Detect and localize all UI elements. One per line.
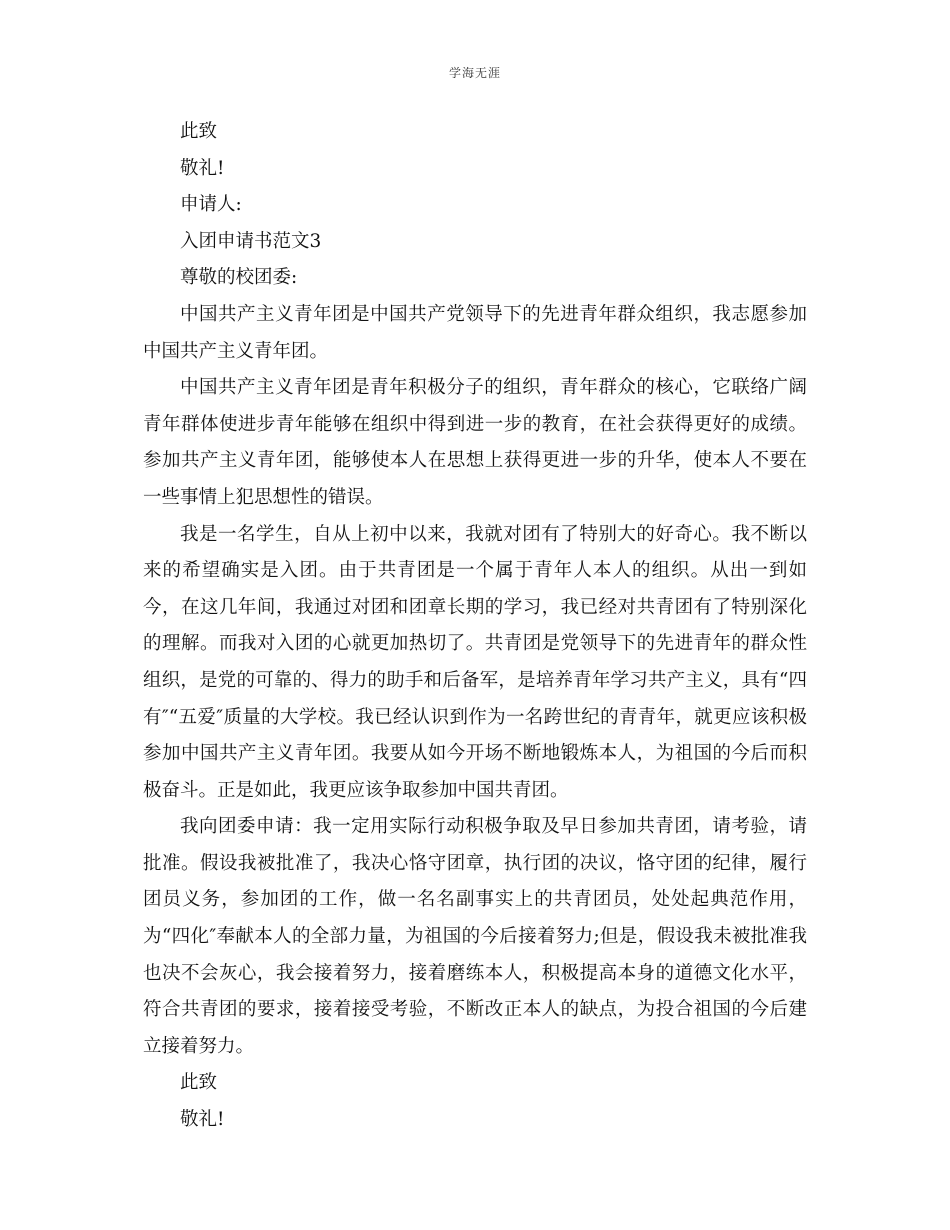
paragraph-text: 我是一名学生，自从上初中以来，我就对团有了特别大的好奇心。我不断以来的希望确实是入团。由于共青团是一个属于青年人本人的组织。从出一到如今，在这几年间，我通过对团和团章长期的学习，我已经对共青团有了特别深化的理解。而我对入团的心就更加热切了。共青团是党领导下的先进青年的群众性组织，是党的可靠的、得力的助手和后备军，是培养青年学习共产主义，具有“四有″“五爱″质量的大学校。我已经认识到作为一名跨世纪的青青年，就更应该积极参加中国共产主义青年团。我要从如今开场不断地锻炼本人，为祖国的今后而积极奋斗。正是如此，我更应该争取参加中国共青团。: [143, 523, 807, 801]
paragraph: [143, 297, 807, 370]
paragraph-text: 我向团委申请：我一定用实际行动积极争取及早日参加共青团，请考验，请批准。假设我被批准了，我决心恪守团章，执行团的决议，恪守团的纪律，履行团员义务，参加团的工作，做一名名副事实上的共青团员，处处起典范作用，为“四化″奉献本人的全部力量，为祖国的今后接着努力;但是，假设我未被批准我也决不会灰心，我会接着努力，接着磨练本人，积极提高本身的道德文化水平，符合共青团的要求，接着接受考验，不断改正本人的缺点，为投合祖国的今后建立接着努力。: [143, 816, 807, 1057]
section-title: 入团申请书范文3: [180, 230, 322, 252]
greeting-text: 尊敬的校团委:: [180, 267, 298, 289]
paragraph: [143, 517, 807, 810]
paragraph: [143, 370, 807, 516]
paragraph-text: 中国共产主义青年团是中国共产党领导下的先进青年群众组织，我志愿参加中国共产主义青年团。: [143, 303, 807, 362]
salutation-text: 敬礼!: [180, 157, 225, 179]
salutation-text: 敬礼!: [180, 1109, 225, 1131]
applicant-label: 申请人:: [180, 194, 242, 216]
paragraph-text: 中国共产主义青年团是青年积极分子的组织，青年群众的核心，它联络广阔青年群体使进步青年能够在组织中得到进一步的教育，在社会获得更好的成绩。参加共产主义青年团，能够使本人在思想上获得更进一步的升华，使本人不要在一些事情上犯思想性的错误。: [143, 377, 807, 508]
paragraph: [143, 809, 807, 1065]
closing-text: 此致: [180, 1072, 218, 1094]
closing-text: 此致: [180, 121, 218, 142]
page-header: 学海无涯: [448, 66, 501, 80]
document-body: [143, 114, 807, 1139]
